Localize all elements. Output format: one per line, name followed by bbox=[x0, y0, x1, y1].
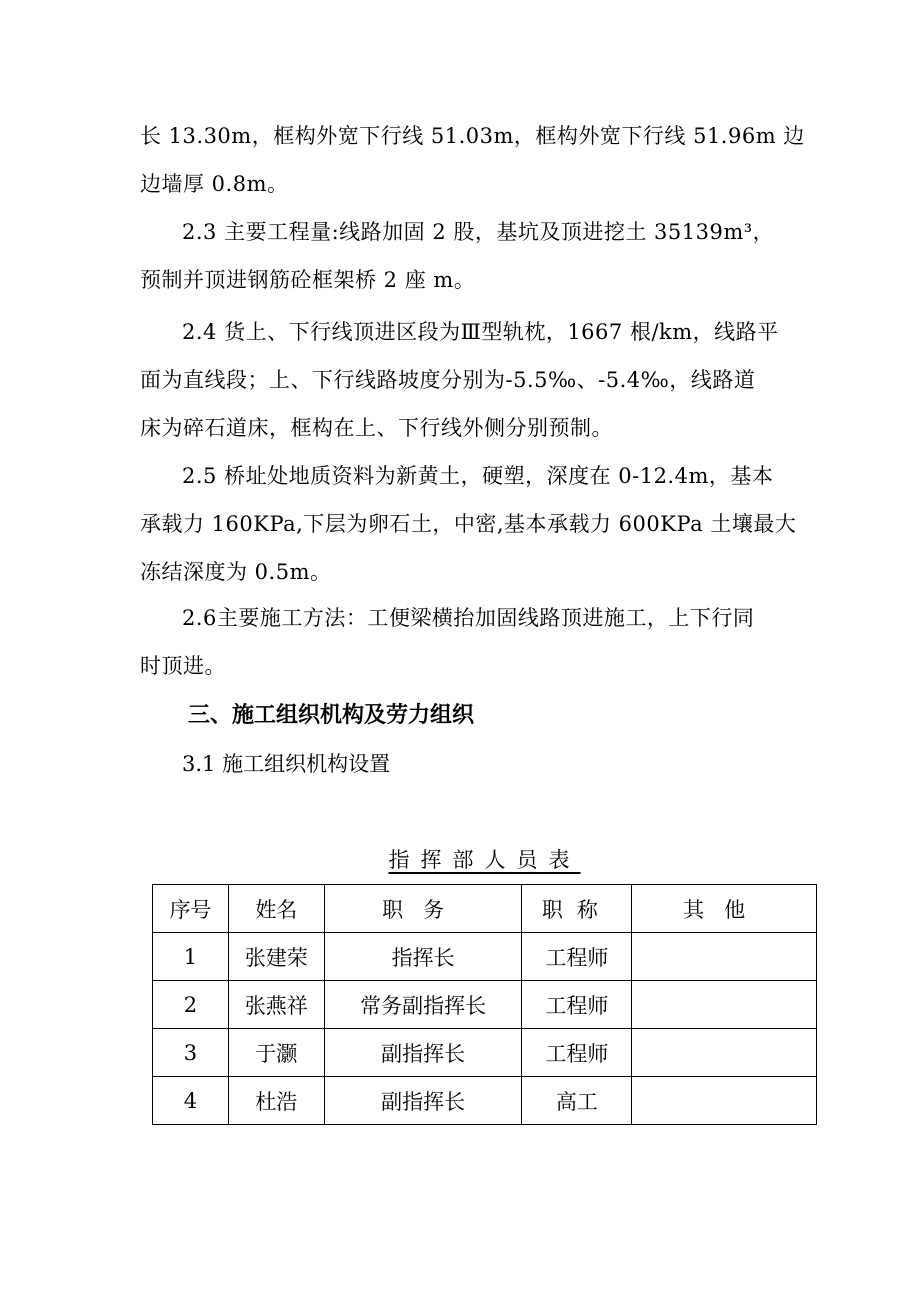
cell-other bbox=[632, 1029, 817, 1077]
text-line: 2.3 主要工程量:线路加固 2 股，基坑及顶进挖土 35139m³， bbox=[182, 220, 775, 244]
section-subheading: 3.1 施工组织机构设置 bbox=[182, 752, 391, 776]
table-title bbox=[152, 842, 817, 878]
paragraph-quantities bbox=[140, 208, 785, 304]
table-row bbox=[153, 981, 817, 1029]
cell-title: 工程师 bbox=[522, 933, 632, 981]
text-line: 2.4 货上、下行线顶进区段为Ⅲ型轨枕，1667 根/km，线路平 bbox=[182, 320, 779, 344]
paragraph-method bbox=[140, 594, 785, 690]
text-line: 长 13.30m，框构外宽下行线 51.03m，框构外宽下行线 51.96m 边 bbox=[140, 124, 805, 148]
text-line: 床为碎石道床，框构在上、下行线外侧分别预制。 bbox=[140, 416, 613, 440]
cell-title: 高工 bbox=[522, 1077, 632, 1125]
table-header-row bbox=[153, 885, 817, 933]
header-cell-name: 姓名 bbox=[228, 885, 324, 933]
cell-number: 3 bbox=[153, 1029, 229, 1077]
cell-position: 常务副指挥长 bbox=[324, 981, 522, 1029]
table-row bbox=[153, 933, 817, 981]
cell-name: 张燕祥 bbox=[228, 981, 324, 1029]
text-line: 边墙厚 0.8m。 bbox=[140, 172, 289, 196]
text-line: 冻结深度为 0.5m。 bbox=[140, 560, 332, 584]
staff-table bbox=[152, 884, 817, 1125]
cell-name: 张建荣 bbox=[228, 933, 324, 981]
cell-name: 于灏 bbox=[228, 1029, 324, 1077]
header-cell-other: 其他 bbox=[632, 885, 817, 933]
paragraph-geology bbox=[140, 452, 797, 596]
text-line: 2.5 桥址处地质资料为新黄土，硬塑，深度在 0-12.4m，基本 bbox=[182, 464, 774, 488]
cell-position: 指挥长 bbox=[324, 933, 522, 981]
cell-other bbox=[632, 1077, 817, 1125]
cell-position: 副指挥长 bbox=[324, 1029, 522, 1077]
cell-name: 杜浩 bbox=[228, 1077, 324, 1125]
text-line: 预制并顶进钢筋砼框架桥 2 座 m。 bbox=[140, 268, 476, 292]
cell-title: 工程师 bbox=[522, 981, 632, 1029]
cell-number: 1 bbox=[153, 933, 229, 981]
cell-position: 副指挥长 bbox=[324, 1077, 522, 1125]
table-row bbox=[153, 1077, 817, 1125]
header-cell-title: 职称 bbox=[522, 885, 632, 933]
header-cell-number: 序号 bbox=[153, 885, 229, 933]
cell-other bbox=[632, 933, 817, 981]
text-line: 2.6主要施工方法：工便梁横抬加固线路顶进施工，上下行同 bbox=[182, 606, 755, 630]
cell-other bbox=[632, 981, 817, 1029]
table-row bbox=[153, 1029, 817, 1077]
section-heading: 三、施工组织机构及劳力组织 bbox=[188, 703, 475, 728]
text-line: 承载力 160KPa,下层为卵石土，中密,基本承载力 600KPa 土壤最大 bbox=[140, 512, 797, 536]
table-title-text: 指挥部人员表 bbox=[388, 848, 581, 872]
paragraph-dimensions bbox=[140, 112, 805, 208]
paragraph-track-info bbox=[140, 308, 785, 452]
header-cell-position: 职务 bbox=[324, 885, 522, 933]
text-line: 面为直线段；上、下行线路坡度分别为-5.5‰、-5.4‰，线路道 bbox=[140, 368, 756, 392]
cell-title: 工程师 bbox=[522, 1029, 632, 1077]
cell-number: 2 bbox=[153, 981, 229, 1029]
cell-number: 4 bbox=[153, 1077, 229, 1125]
text-line: 时顶进。 bbox=[140, 654, 226, 678]
